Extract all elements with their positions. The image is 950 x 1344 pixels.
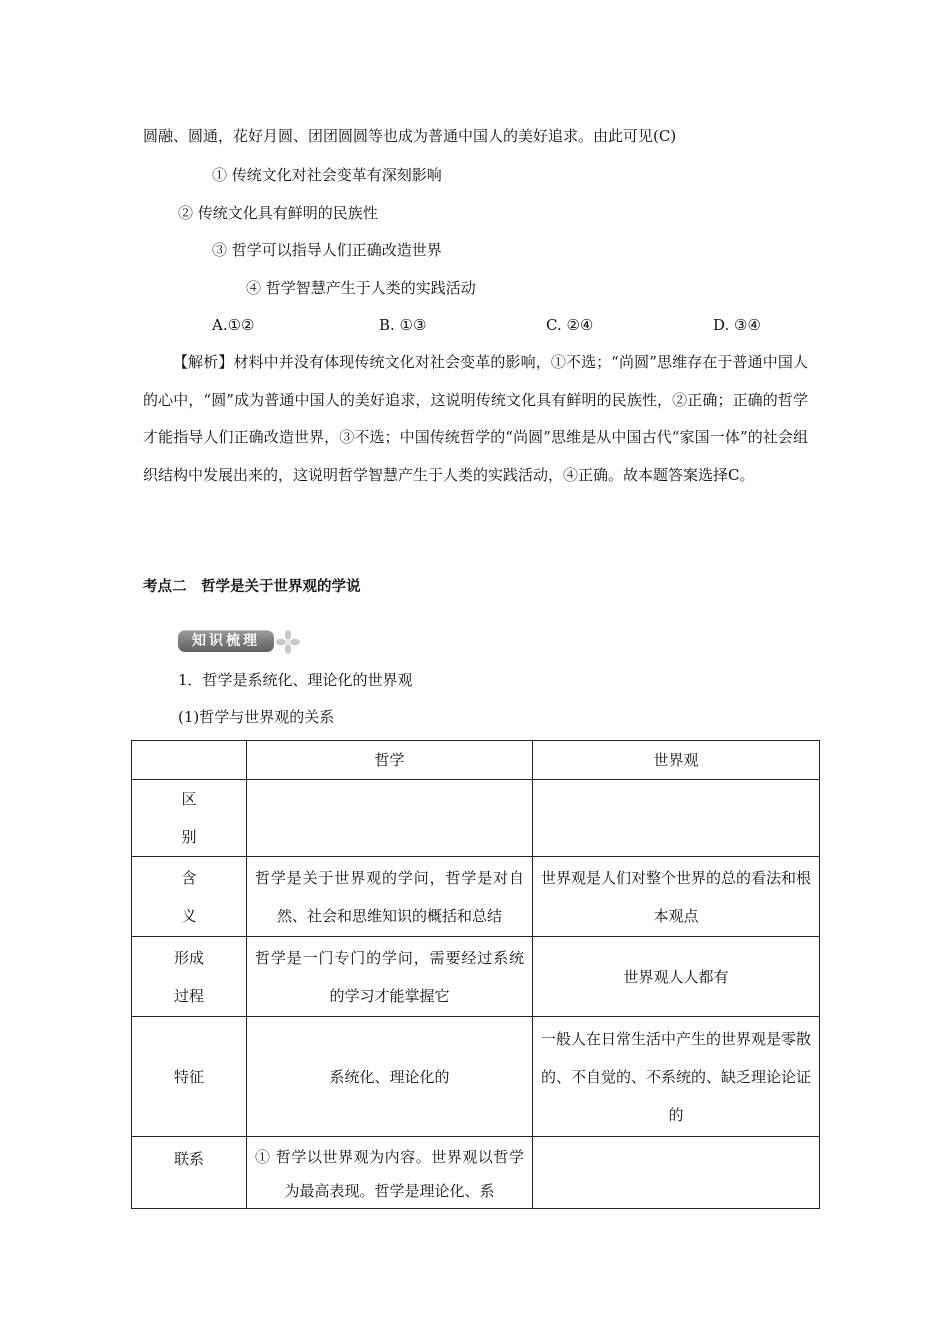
choice-d: D. ③④: [713, 316, 761, 334]
cell-connection-philosophy: ① 哲学以世界观为内容。世界观以哲学为最高表现。哲学是理论化、系: [247, 1137, 533, 1209]
choice-a: A.①②: [212, 316, 255, 334]
section-heading: 考点二 哲学是关于世界观的学说: [143, 579, 361, 595]
cell-difference-worldview: [533, 780, 820, 857]
cell-formation-philosophy: 哲学是一门专门的学问，需要经过系统的学习才能掌握它: [247, 937, 533, 1017]
flower-icon: [276, 630, 300, 654]
cell-meaning-philosophy: 哲学是关于世界观的学问，哲学是对自然、社会和思维知识的概括和总结: [247, 857, 533, 937]
analysis-paragraph: [143, 344, 808, 494]
header-worldview: 世界观: [533, 741, 820, 780]
choice-b: B. ①③: [379, 316, 427, 334]
sub-point-1: (1)哲学与世界观的关系: [178, 708, 335, 726]
philosophy-worldview-table: [131, 740, 820, 1209]
row-label-formation: 形成 过程: [132, 937, 247, 1017]
table-row-feature: [132, 1017, 820, 1137]
option-4: ④ 哲学智慧产生于人类的实践活动: [246, 279, 476, 297]
cell-feature-philosophy: 系统化、理论化的: [247, 1017, 533, 1137]
cell-difference-philosophy: [247, 780, 533, 857]
cell-connection-worldview: [533, 1137, 820, 1209]
knowledge-banner: 知识梳理: [178, 630, 274, 652]
row-label-difference: 区 别: [132, 780, 247, 857]
question-continuation: 圆融、圆通，花好月圆、团团圆圆等也成为普通中国人的美好追求。由此可见(C): [143, 127, 677, 145]
row-label-connection: 联系: [132, 1137, 247, 1209]
table-row-formation: [132, 937, 820, 1017]
point-1: 1．哲学是系统化、理论化的世界观: [178, 671, 413, 689]
option-3: ③ 哲学可以指导人们正确改造世界: [212, 241, 442, 259]
option-2: ② 传统文化具有鲜明的民族性: [178, 204, 378, 222]
row-label-feature: 特征: [132, 1017, 247, 1137]
option-1: ① 传统文化对社会变革有深刻影响: [212, 166, 442, 184]
header-blank-cell: [132, 741, 247, 780]
row-label-meaning: 含 义: [132, 857, 247, 937]
choice-c: C. ②④: [546, 316, 594, 334]
cell-feature-worldview: 一般人在日常生活中产生的世界观是零散的、不自觉的、不系统的、缺乏理论论证的: [533, 1017, 820, 1137]
analysis-text: 【解析】材料中并没有体现传统文化对社会变革的影响，①不选；“尚圆”思维存在于普通中国人的心中，“圆”成为普通中国人的美好追求，这说明传统文化具有鲜明的民族性，②正确；正确的哲学才能指导人们正确改造世界，③不选；中国传统哲学的“尚圆”思维是从中国古代“家国一体”的社会组织结构中发展出来的，这说明哲学智慧产生于人类的实践活动，④正确。故本题答案选择C。: [143, 353, 808, 484]
table-row-meaning: [132, 857, 820, 937]
table-header-row: [132, 741, 820, 780]
cell-formation-worldview: 世界观人人都有: [533, 937, 820, 1017]
header-philosophy: 哲学: [247, 741, 533, 780]
cell-meaning-worldview: 世界观是人们对整个世界的总的看法和根本观点: [533, 857, 820, 937]
table-row-connection: [132, 1137, 820, 1209]
table-row-difference: [132, 780, 820, 857]
